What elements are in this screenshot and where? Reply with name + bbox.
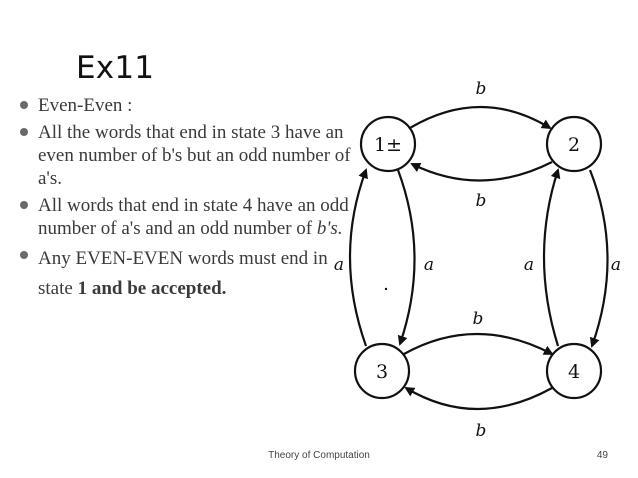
edge-2-to-1-b	[412, 162, 552, 181]
edge-1-to-2-b	[410, 107, 550, 128]
state-3-label: 3	[375, 361, 389, 383]
bullet-dot-icon	[20, 251, 28, 259]
edge-label-upper-middle-b: b	[475, 191, 487, 211]
bullet-item	[18, 244, 353, 304]
state-2-label: 2	[567, 134, 581, 156]
slide-title: Ex11	[76, 50, 155, 86]
bullet-dot-icon	[20, 101, 28, 109]
edge-4-to-2-a	[544, 170, 558, 346]
bullet-text: Even-Even :	[38, 95, 133, 116]
bullet-text-bold: 1 and be accepted.	[77, 278, 227, 299]
bullet-item	[18, 94, 353, 117]
edge-label-top-b: b	[475, 79, 487, 99]
bullet-text: All words that end in state 4 have an odd number of a's and an odd number of	[38, 195, 349, 239]
state-1-label: 1±	[373, 134, 403, 156]
state-4-label: 4	[567, 361, 581, 383]
bullet-item	[18, 121, 353, 190]
bullet-text-italic: b's.	[316, 218, 343, 239]
bullet-dot-icon	[20, 128, 28, 136]
bullet-dot-icon	[20, 201, 28, 209]
bullet-text: Any EVEN-EVEN words must end in state	[38, 248, 328, 299]
page-number: 49	[596, 450, 608, 461]
footer-text: Theory of Computation	[268, 450, 370, 461]
edge-2-to-4-a	[590, 170, 608, 346]
edge-4-to-3-b	[406, 388, 552, 409]
edge-3-to-1-a	[350, 170, 366, 346]
edge-label-left-outer-a: a	[333, 255, 345, 275]
fa-state-diagram	[326, 74, 626, 439]
edge-label-right-outer-a: a	[610, 255, 622, 275]
bullet-text: All the words that end in state 3 have an even number of b's but an odd number of a's.	[38, 122, 351, 189]
edge-label-left-inner-a: a	[423, 255, 435, 275]
bullet-item	[18, 194, 353, 240]
edge-3-to-4-b	[404, 334, 552, 354]
edge-label-right-inner-a: a	[523, 255, 535, 275]
edge-1-to-3-a	[398, 170, 415, 344]
edge-label-bottom-b: b	[475, 421, 487, 439]
stray-dot	[385, 288, 387, 290]
bullet-list	[18, 94, 353, 308]
edge-label-lower-middle-b: b	[472, 309, 484, 329]
